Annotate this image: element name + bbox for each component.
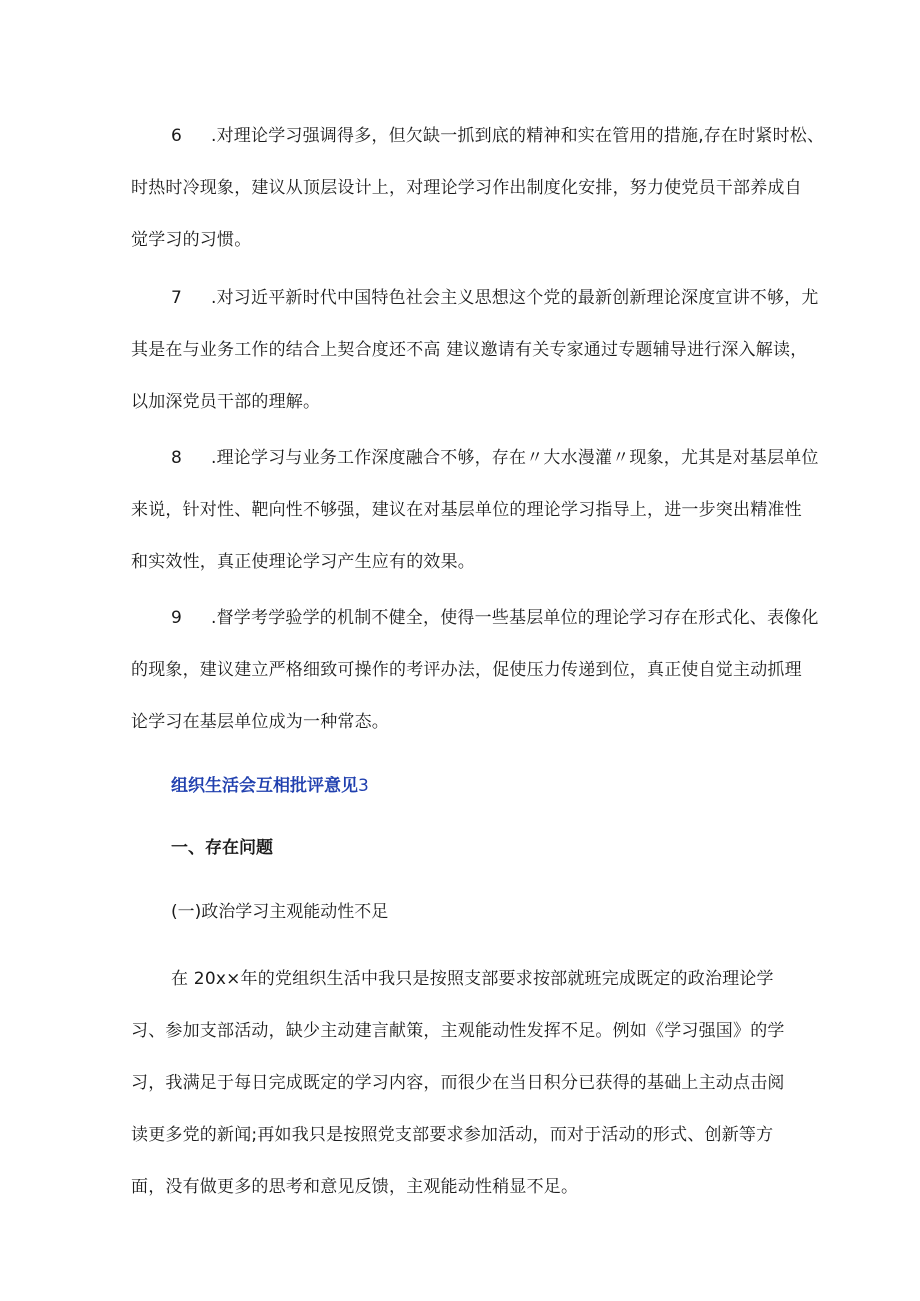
list-item-7 xyxy=(131,272,819,428)
list-item-7-line-1 xyxy=(131,272,819,324)
body-line-4: 读更多党的新闻;再如我只是按照党支部要求参加活动，而对于活动的形式、创新等方 xyxy=(131,1125,774,1145)
list-item-8-line-2: 来说，针对性、靶向性不够强，建议在对基层单位的理论学习指导上，进一步突出精准性 xyxy=(131,500,802,520)
list-item-8-line-1 xyxy=(131,432,819,484)
list-item-8-line-3: 和实效性，真正使理论学习产生应有的效果。 xyxy=(131,552,475,572)
body-line-1: 在 20x×年的党组织生活中我只是按照支部要求按部就班完成既定的政治理论学 xyxy=(171,969,774,989)
sub-heading: (一)政治学习主观能动性不足 xyxy=(171,902,389,922)
list-item-7-line-3: 以加深党员干部的理解。 xyxy=(131,392,321,412)
section-title xyxy=(171,771,369,801)
list-item-8 xyxy=(131,432,819,588)
problem-heading: 一、存在问题 xyxy=(171,838,273,858)
list-item-9-line-1 xyxy=(131,592,819,644)
section-title-text: 组织生活会互相批评意见 xyxy=(171,776,358,796)
list-item-6-line-1 xyxy=(131,110,825,162)
list-item-6-text-1: .对理论学习强调得多，但欠缺一抓到底的精神和实在管用的措施,存在时紧时松、 xyxy=(211,126,825,146)
list-item-6 xyxy=(131,110,825,266)
list-item-7-line-2: 其是在与业务工作的结合上契合度还不高 建议邀请有关专家通过专题辅导进行深入解读， xyxy=(131,340,808,360)
list-item-8-text-1: .理论学习与业务工作深度融合不够，存在〃大水漫灌〃现象，尤其是对基层单位 xyxy=(211,448,819,468)
section-title-number: 3 xyxy=(358,776,369,796)
body-line-2: 习、参加支部活动，缺少主动建言献策，主观能动性发挥不足。例如《学习强国》的学 xyxy=(131,1021,785,1041)
list-item-9-line-3: 论学习在基层单位成为一种常态。 xyxy=(131,712,389,732)
list-item-9-text-1: .督学考学验学的机制不健全，使得一些基层单位的理论学习存在形式化、表像化 xyxy=(211,608,819,628)
list-item-7-text-1: .对习近平新时代中国特色社会主义思想这个党的最新创新理论深度宣讲不够，尤 xyxy=(211,288,819,308)
list-item-9 xyxy=(131,592,819,748)
body-line-5: 面，没有做更多的思考和意见反馈，主观能动性稍显不足。 xyxy=(131,1177,579,1197)
body-paragraph xyxy=(131,953,807,1213)
list-item-6-line-3: 觉学习的习惯。 xyxy=(131,230,252,250)
list-item-7-number: 7 xyxy=(171,288,183,308)
body-line-3: 习，我满足于每日完成既定的学习内容，而很少在当日积分已获得的基础上主动点击阅 xyxy=(131,1073,785,1093)
list-item-6-number: 6 xyxy=(171,126,183,146)
list-item-9-number: 9 xyxy=(171,608,183,628)
list-item-8-number: 8 xyxy=(171,448,183,468)
list-item-6-line-2: 时热时冷现象，建议从顶层设计上，对理论学习作出制度化安排，努力使党员干部养成自 xyxy=(131,178,802,198)
list-item-9-line-2: 的现象，建议建立严格细致可操作的考评办法，促使压力传递到位，真正使自觉主动抓理 xyxy=(131,660,802,680)
